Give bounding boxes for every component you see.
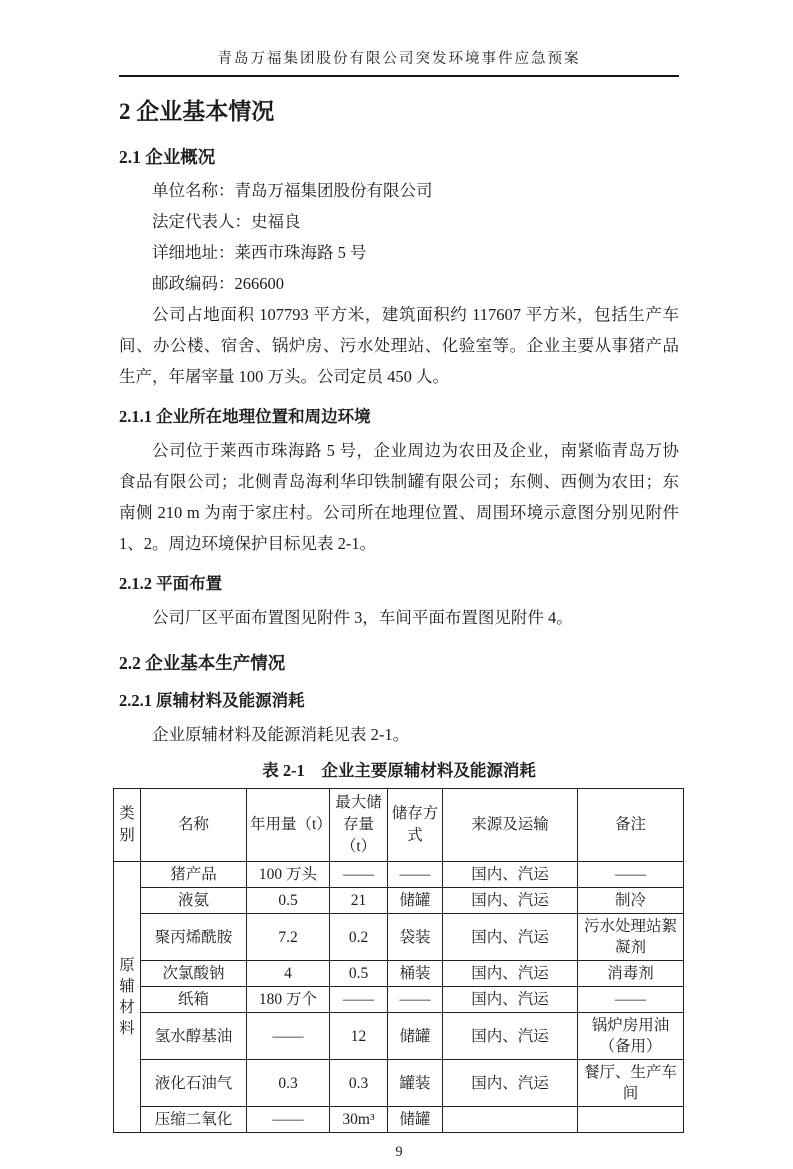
section-2-2-1-heading: 2.2.1 原辅材料及能源消耗 — [119, 691, 305, 710]
company-info-block — [119, 175, 679, 299]
cell-name: 液化石油气 — [141, 1060, 247, 1107]
cell-remark — [578, 1107, 684, 1133]
cell-remark: —— — [578, 987, 684, 1013]
cell-annual: 180 万个 — [247, 987, 330, 1013]
cell-remark: 制冷 — [578, 888, 684, 914]
header-source: 来源及运输 — [443, 789, 578, 862]
category-cell: 原辅材料 — [114, 862, 141, 1133]
cell-max_storage: 0.2 — [330, 914, 388, 961]
cell-source: 国内、汽运 — [443, 987, 578, 1013]
paragraph-overview: 公司占地面积 107793 平方米，建筑面积约 117607 平方米，包括生产车间、办公楼、宿舍、锅炉房、污水处理站、化验室等。企业主要从事猪产品生产，年屠宰量 100 万头。公司定员 450 人。 — [119, 305, 679, 386]
header-category: 类别 — [114, 789, 141, 862]
cell-annual: 0.5 — [247, 888, 330, 914]
cell-method: 储罐 — [388, 888, 443, 914]
cell-source: 国内、汽运 — [443, 862, 578, 888]
cell-annual: —— — [247, 1013, 330, 1060]
cell-name: 压缩二氧化 — [141, 1107, 247, 1133]
table-caption — [119, 759, 679, 783]
cell-method: —— — [388, 862, 443, 888]
cell-max_storage: —— — [330, 862, 388, 888]
cell-method: 储罐 — [388, 1013, 443, 1060]
header-method: 储存方式 — [388, 789, 443, 862]
cell-annual: 4 — [247, 961, 330, 987]
table-title-text: 企业主要原辅材料及能源消耗 — [321, 761, 536, 780]
cell-annual: 0.3 — [247, 1060, 330, 1107]
table-label: 表 2-1 — [262, 761, 305, 780]
cell-method: —— — [388, 987, 443, 1013]
paragraph-plan-layout: 公司厂区平面布置图见附件 3，车间平面布置图见附件 4。 — [152, 608, 573, 627]
header-annual: 年用量（t） — [247, 789, 330, 862]
table-row — [114, 914, 684, 961]
table-row — [114, 1060, 684, 1107]
cell-remark: —— — [578, 862, 684, 888]
info-line-legal-rep: 法定代表人：史福良 — [152, 212, 301, 231]
cell-name: 纸箱 — [141, 987, 247, 1013]
cell-annual: 100 万头 — [247, 862, 330, 888]
cell-max_storage: 0.5 — [330, 961, 388, 987]
materials-table-body — [114, 862, 684, 1133]
cell-max_storage: —— — [330, 987, 388, 1013]
cell-method: 罐装 — [388, 1060, 443, 1107]
header-max-storage: 最大储存量（t） — [330, 789, 388, 862]
cell-remark: 餐厅、生产车间 — [578, 1060, 684, 1107]
table-row — [114, 862, 684, 888]
table-row — [114, 961, 684, 987]
cell-remark: 锅炉房用油（备用） — [578, 1013, 684, 1060]
chapter-heading: 2 企业基本情况 — [119, 99, 275, 124]
section-2-1-2-heading: 2.1.2 平面布置 — [119, 574, 223, 593]
cell-method: 桶装 — [388, 961, 443, 987]
cell-max_storage: 21 — [330, 888, 388, 914]
cell-max_storage: 12 — [330, 1013, 388, 1060]
cell-annual: —— — [247, 1107, 330, 1133]
cell-method: 储罐 — [388, 1107, 443, 1133]
cell-remark: 消毒剂 — [578, 961, 684, 987]
cell-name: 氢水醇基油 — [141, 1013, 247, 1060]
cell-name: 聚丙烯酰胺 — [141, 914, 247, 961]
table-row — [114, 1107, 684, 1133]
table-row — [114, 987, 684, 1013]
page-header: 青岛万福集团股份有限公司突发环境事件应急预案 — [119, 47, 679, 77]
cell-source: 国内、汽运 — [443, 888, 578, 914]
section-2-1-1-heading: 2.1.1 企业所在地理位置和周边环境 — [119, 407, 371, 426]
cell-source: 国内、汽运 — [443, 1060, 578, 1107]
table-row — [114, 888, 684, 914]
cell-remark: 污水处理站絮凝剂 — [578, 914, 684, 961]
table-row — [114, 1013, 684, 1060]
section-2-2-heading: 2.2 企业基本生产情况 — [119, 653, 286, 673]
cell-source — [443, 1107, 578, 1133]
materials-table — [113, 788, 684, 1133]
cell-method: 袋装 — [388, 914, 443, 961]
info-line-company-name: 单位名称：青岛万福集团股份有限公司 — [152, 181, 433, 200]
cell-max_storage: 30m³ — [330, 1107, 388, 1133]
info-line-postcode: 邮政编码：266600 — [152, 274, 284, 293]
table-header-row — [114, 789, 684, 862]
paragraph-location: 公司位于莱西市珠海路 5 号，企业周边为农田及企业，南紧临青岛万协食品有限公司；北侧青岛海利华印铁制罐有限公司；东侧、西侧为农田；东南侧 210 m 为南于家庄村。公司所在地理位置、周围环境示意图分别见附件 1、2。周边环境保护目标见表 2-1。 — [119, 441, 679, 553]
cell-name: 液氨 — [141, 888, 247, 914]
document-page — [0, 47, 793, 1169]
cell-name: 次氯酸钠 — [141, 961, 247, 987]
cell-max_storage: 0.3 — [330, 1060, 388, 1107]
paragraph-materials-intro: 企业原辅材料及能源消耗见表 2-1。 — [152, 725, 410, 744]
cell-name: 猪产品 — [141, 862, 247, 888]
cell-source: 国内、汽运 — [443, 914, 578, 961]
cell-source: 国内、汽运 — [443, 961, 578, 987]
header-remark: 备注 — [578, 789, 684, 862]
page-number: 9 — [395, 1144, 403, 1160]
cell-annual: 7.2 — [247, 914, 330, 961]
cell-source: 国内、汽运 — [443, 1013, 578, 1060]
info-line-address: 详细地址：莱西市珠海路 5 号 — [152, 243, 367, 262]
header-name: 名称 — [141, 789, 247, 862]
section-2-1-heading: 2.1 企业概况 — [119, 147, 216, 167]
